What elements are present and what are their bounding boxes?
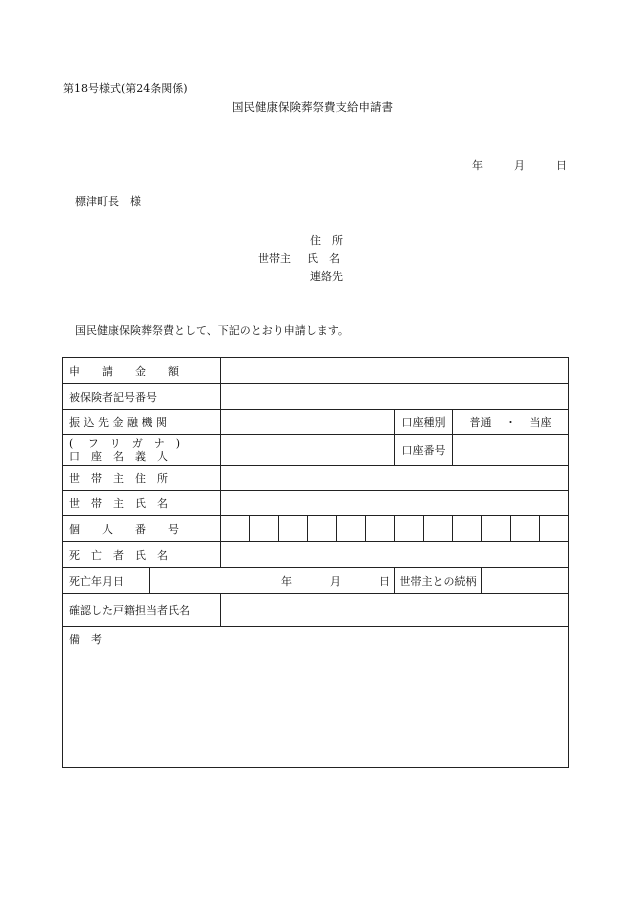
death-month-label: 月 — [330, 574, 341, 588]
account-type-separator: ・ — [505, 416, 517, 429]
personal-number-digit-4[interactable] — [308, 516, 337, 542]
applicant-contact-label: 連絡先 — [310, 270, 343, 283]
personal-number-digit-2[interactable] — [250, 516, 279, 542]
personal-number-digit-6[interactable] — [366, 516, 395, 542]
personal-number-digit-7[interactable] — [395, 516, 424, 542]
bank-label: 振 込 先 金 融 機 関 — [63, 410, 221, 435]
form-number: 第18号様式(第24条関係) — [63, 82, 188, 95]
personal-number-digit-11[interactable] — [511, 516, 540, 542]
account-holder-label — [63, 435, 221, 466]
addressee: 標津町長 様 — [75, 195, 141, 208]
account-type-label: 口座種別 — [395, 410, 453, 435]
applicant-prefix: 世帯主 — [258, 252, 291, 265]
application-date — [472, 157, 567, 173]
holder-label: 口 座 名 義 人 — [69, 450, 168, 463]
personal-number-digit-1[interactable] — [221, 516, 250, 542]
amount-label: 申 請 金 額 — [63, 358, 221, 384]
furigana-label: ( フ リ ガ ナ ) — [69, 437, 181, 450]
application-form-table — [62, 357, 569, 768]
account-number-field[interactable] — [453, 435, 569, 466]
personal-number-label: 個 人 番 号 — [63, 516, 221, 542]
amount-field[interactable] — [221, 358, 569, 384]
death-year-label: 年 — [281, 574, 292, 588]
account-number-label: 口座番号 — [395, 435, 453, 466]
personal-number-digit-8[interactable] — [424, 516, 453, 542]
registry-officer-label: 確認した戸籍担当者氏名 — [63, 594, 221, 627]
relation-label: 世帯主との続柄 — [395, 568, 482, 594]
householder-name-field[interactable] — [221, 491, 569, 516]
death-day-label: 日 — [379, 574, 390, 588]
deceased-name-field[interactable] — [221, 542, 569, 568]
date-year-label: 年 — [472, 159, 483, 172]
personal-number-digit-10[interactable] — [482, 516, 511, 542]
applicant-name-row — [258, 250, 343, 268]
date-day-label: 日 — [556, 159, 567, 172]
account-type-ordinary[interactable]: 普通 — [469, 416, 492, 429]
personal-number-digit-12[interactable] — [540, 516, 569, 542]
insured-number-label: 被保険者記号番号 — [63, 384, 221, 410]
account-type-current[interactable]: 当座 — [529, 416, 552, 429]
applicant-name-label: 氏 名 — [307, 252, 340, 265]
remarks-field[interactable] — [63, 627, 569, 768]
date-month-label: 月 — [514, 159, 525, 172]
account-type-options[interactable] — [453, 410, 569, 435]
death-date-field[interactable] — [150, 568, 395, 594]
remarks-label: 備 考 — [69, 633, 102, 646]
bank-field[interactable] — [221, 410, 395, 435]
householder-address-field[interactable] — [221, 466, 569, 491]
householder-name-label: 世 帯 主 氏 名 — [63, 491, 221, 516]
insured-number-field[interactable] — [221, 384, 569, 410]
applicant-block — [258, 232, 343, 286]
account-holder-field[interactable] — [221, 435, 395, 466]
page-title: 国民健康保険葬祭費支給申請書 — [232, 100, 393, 114]
householder-address-label: 世 帯 主 住 所 — [63, 466, 221, 491]
personal-number-digit-9[interactable] — [453, 516, 482, 542]
personal-number-digit-3[interactable] — [279, 516, 308, 542]
death-date-label: 死亡年月日 — [63, 568, 150, 594]
applicant-address-label: 住 所 — [310, 234, 343, 247]
application-statement: 国民健康保険葬祭費として、下記のとおり申請します。 — [75, 324, 349, 337]
registry-officer-field[interactable] — [221, 594, 569, 627]
personal-number-digit-5[interactable] — [337, 516, 366, 542]
deceased-name-label: 死 亡 者 氏 名 — [63, 542, 221, 568]
relation-field[interactable] — [482, 568, 569, 594]
